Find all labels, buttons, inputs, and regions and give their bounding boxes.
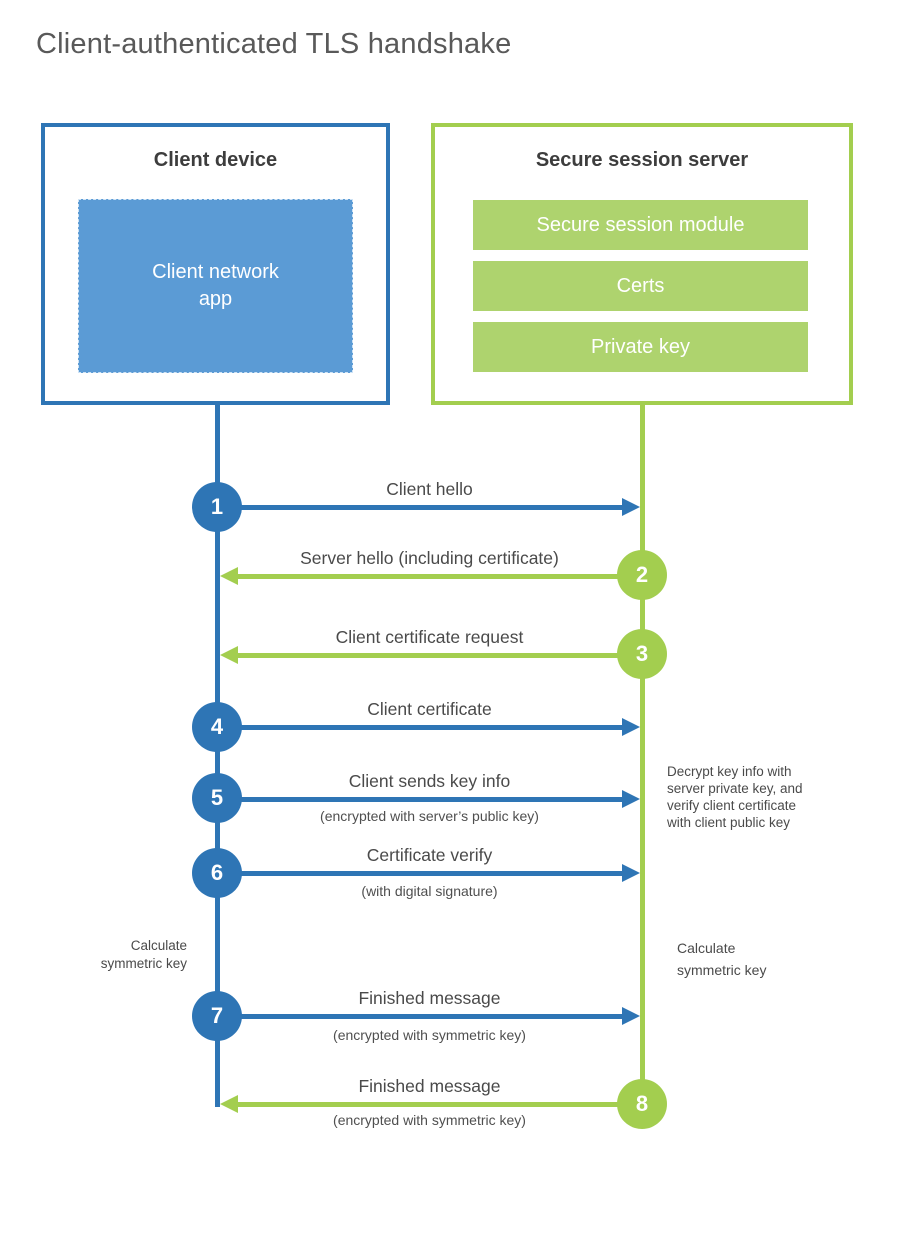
step-number-badge: 4: [192, 702, 242, 752]
server-module-private-key: Private key: [473, 322, 808, 372]
arrow-shaft: [217, 871, 622, 876]
decrypt-note-line: Decrypt key info with: [667, 764, 792, 779]
client-device-header: Client device: [153, 149, 278, 171]
calc-note-line: Calculate: [677, 940, 736, 956]
message-label: Client sends key info: [348, 771, 511, 791]
arrow-shaft: [238, 653, 642, 658]
message-sublabel: (with digital signature): [361, 883, 498, 899]
message-sublabel: (encrypted with server’s public key): [320, 808, 539, 824]
arrow-shaft: [217, 725, 622, 730]
decrypt-key-note: [667, 763, 837, 831]
step-number-badge: 8: [617, 1079, 667, 1129]
step-number-badge: 2: [617, 550, 667, 600]
arrowhead-right-icon: [622, 498, 640, 516]
decrypt-note-line: server private key, and: [667, 781, 803, 796]
message-label: Certificate verify: [366, 845, 493, 865]
calculate-symmetric-key-server-note: [677, 937, 827, 981]
arrowhead-right-icon: [622, 1007, 640, 1025]
client-app-label-line1: Client network: [152, 261, 279, 283]
step-number-badge: 1: [192, 482, 242, 532]
arrowhead-right-icon: [622, 718, 640, 736]
step-number-badge: 7: [192, 991, 242, 1041]
server-module-secure-session: Secure session module: [473, 200, 808, 250]
step-number-badge: 6: [192, 848, 242, 898]
arrow-shaft: [238, 1102, 642, 1107]
message-label: Client certificate request: [335, 627, 524, 647]
calc-note-line: symmetric key: [100, 956, 187, 971]
message-label: Finished message: [358, 1076, 501, 1096]
client-network-app-box: [78, 199, 353, 373]
message-label: Server hello (including certificate): [300, 548, 559, 568]
arrowhead-right-icon: [622, 790, 640, 808]
secure-session-server-box: [431, 123, 853, 405]
step-number-badge: 5: [192, 773, 242, 823]
calculate-symmetric-key-client-note: [37, 937, 187, 973]
arrow-shaft: [238, 574, 642, 579]
client-device-box: [41, 123, 390, 405]
decrypt-note-line: with client public key: [667, 815, 791, 830]
client-app-label-line2: app: [198, 288, 233, 310]
arrow-shaft: [217, 1014, 622, 1019]
step-number-badge: 3: [617, 629, 667, 679]
server-header: Secure session server: [535, 149, 749, 171]
message-sublabel: (encrypted with symmetric key): [333, 1112, 526, 1128]
arrowhead-right-icon: [622, 864, 640, 882]
arrowhead-left-icon: [220, 1095, 238, 1113]
arrow-shaft: [217, 797, 622, 802]
message-label: Client hello: [386, 479, 473, 499]
arrowhead-left-icon: [220, 567, 238, 585]
page-title: Client-authenticated TLS handshake: [36, 28, 512, 60]
decrypt-note-line: verify client certificate: [667, 798, 797, 813]
message-label: Finished message: [358, 988, 501, 1008]
message-sublabel: (encrypted with symmetric key): [333, 1027, 526, 1043]
server-module-certs: Certs: [473, 261, 808, 311]
calc-note-line: Calculate: [130, 938, 187, 953]
arrowhead-left-icon: [220, 646, 238, 664]
calc-note-line: symmetric key: [677, 962, 767, 978]
message-label: Client certificate: [367, 699, 492, 719]
arrow-shaft: [217, 505, 622, 510]
